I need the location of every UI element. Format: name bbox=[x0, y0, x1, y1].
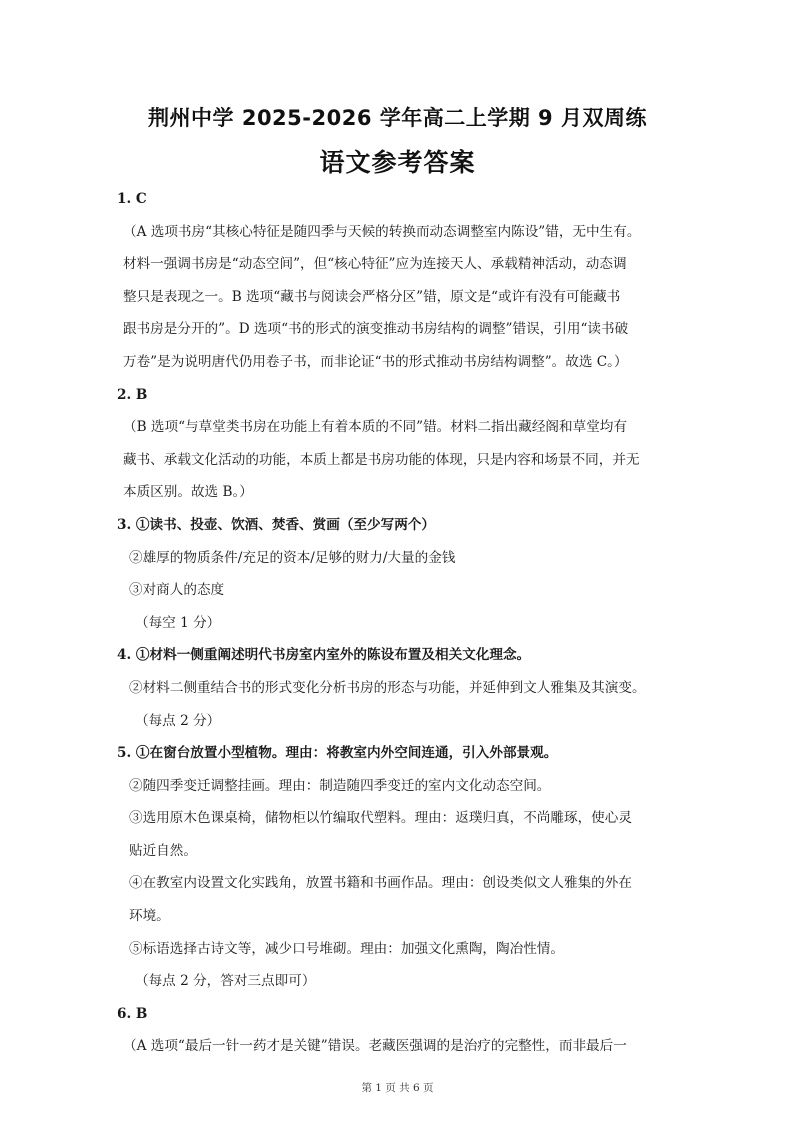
question-5-item: ③选用原木色课桌椅，储物柜以竹编取代塑料。理由：返璞归真，不尚雕琢，使心灵 bbox=[129, 810, 632, 827]
question-1-line: 跟书房是分开的”。D 选项“书的形式的演变推动书房结构的调整”错误，引用“读书破 bbox=[123, 321, 629, 338]
question-3-score-note: （每空 1 分） bbox=[135, 614, 221, 631]
question-4-number: 4. ①材料一侧重阐述明代书房室内室外的陈设布置及相关文化理念。 bbox=[117, 647, 531, 664]
question-6-line: （A 选项“最后一针一药才是关键”错误。老藏医强调的是治疗的完整性，而非最后一 bbox=[123, 1038, 627, 1055]
question-1-number: 1. C bbox=[117, 191, 147, 207]
question-5-item: ⑤标语选择古诗文等，减少口号堆砌。理由：加强文化熏陶，陶冶性情。 bbox=[129, 940, 564, 957]
document-title: 荆州中学 2025-2026 学年高二上学期 9 月双周练 bbox=[148, 106, 647, 130]
question-3-item: ③对商人的态度 bbox=[129, 582, 225, 599]
question-5-score-note: （每点 2 分，答对三点即可） bbox=[135, 973, 316, 990]
question-3-item: ②雄厚的物质条件/充足的资本/足够的财力/大量的金钱 bbox=[129, 549, 456, 566]
question-1-line: 材料一强调书房是“动态空间”，但“核心特征”应为连接天人、承载精神活动，动态调 bbox=[123, 256, 627, 273]
question-1-line: （A 选项书房“其核心特征是随四季与天候的转换而动态调整室内陈设”错，无中生有。 bbox=[123, 223, 641, 240]
question-2-line: 藏书、承载文化活动的功能，本质上都是书房功能的体现，只是内容和场景不同，并无 bbox=[123, 451, 640, 468]
answer-content bbox=[117, 183, 689, 1063]
question-1-line: 整只是表现之一。B 选项“藏书与阅读会严格分区”错，原文是“或许有没有可能藏书 bbox=[123, 288, 621, 305]
question-6-number: 6. B bbox=[117, 1005, 148, 1022]
question-1-line: 万卷”是为说明唐代仍用卷子书，而非论证“书的形式推动书房结构调整”。故选 C。） bbox=[123, 353, 628, 370]
question-5-item: 环境。 bbox=[129, 908, 170, 925]
document-subtitle: 语文参考答案 bbox=[319, 148, 476, 177]
question-5-item: 贴近自然。 bbox=[129, 842, 197, 859]
question-3-number: 3. ①读书、投壶、饮酒、焚香、赏画（至少写两个） bbox=[117, 516, 435, 533]
page-footer: 第 1 页 共 6 页 bbox=[361, 1082, 434, 1094]
question-2-line: （B 选项“与草堂类书房在功能上有着本质的不同”错。材料二指出藏经阁和草堂均有 bbox=[123, 419, 627, 436]
question-5-number: 5. ①在窗台放置小型植物。理由：将教室内外空间连通，引入外部景观。 bbox=[117, 745, 558, 762]
question-4-item: ②材料二侧重结合书的形式变化分析书房的形态与功能，并延伸到文人雅集及其演变。 bbox=[129, 679, 646, 696]
question-2-line: 本质区别。故选 B。） bbox=[123, 484, 253, 501]
question-5-item: ④在教室内设置文化实践角，放置书籍和书画作品。理由：创设类似文人雅集的外在 bbox=[129, 875, 632, 892]
question-2-number: 2. B bbox=[117, 386, 148, 403]
question-5-item: ②随四季变迁调整挂画。理由：制造随四季变迁的室内文化动态空间。 bbox=[129, 777, 551, 794]
question-4-score-note: （每点 2 分） bbox=[135, 712, 221, 729]
